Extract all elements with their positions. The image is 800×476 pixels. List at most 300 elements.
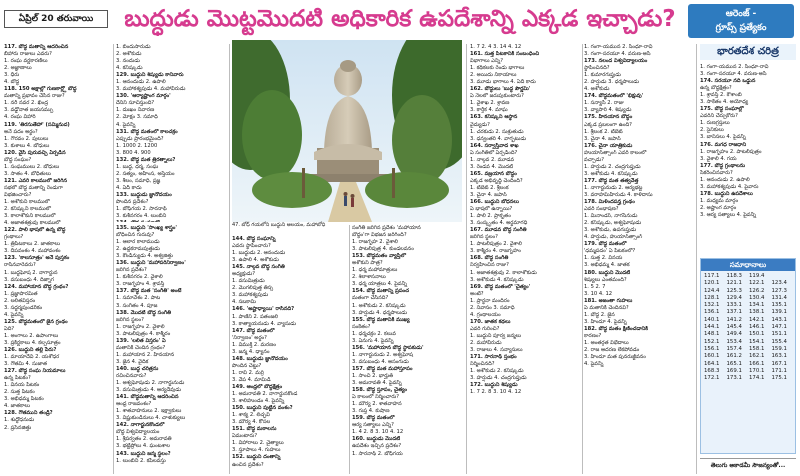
question-line: 2. నివాసం 3. సమాధి — [470, 304, 515, 311]
answer-cell: 147.1 — [771, 324, 787, 331]
question-line: 1. బుద్ధ, ధర్మ, సంఘ — [116, 163, 159, 170]
question-line: 1. ఆనందుడు 2. ఉపాలి — [700, 176, 750, 183]
question-line: 3. సాకేతం 4. అయోధ్య — [700, 99, 749, 106]
question-line: 171. సారనాథ్ స్తంభం — [470, 354, 517, 361]
question-line: 3. దీపవంశం 4. మహావంశం — [4, 248, 61, 255]
question-line: ఆంధ్ర రాజవంశం? — [116, 401, 152, 408]
answer-cell: 169.1 — [726, 367, 742, 374]
question-line: 174. సరయూ నది ఒడ్డున — [700, 78, 756, 85]
question-line: 1. రుణగ్రస్తులు — [700, 120, 730, 127]
question-line: 181. అజంతా గుహలు — [584, 297, 633, 304]
question-line: 2. రాజ ఆదరణ లేకపోవడం — [584, 347, 640, 354]
answers-title: సమాధానాలు — [701, 259, 795, 271]
question-line: 126. బుద్ధుని తల్లి పేరు? — [4, 347, 57, 354]
question-line: రచించినవారు? — [116, 372, 147, 379]
answer-cell: 156.1 — [704, 345, 720, 352]
answer-cell: 163.1 — [771, 353, 787, 360]
question-line: 2. మోక్షం 3. సమాధి — [116, 114, 158, 121]
question-line: 1. రాజగృహ 2. వైశాలి — [352, 239, 398, 246]
answer-cell: 135.1 — [771, 302, 787, 309]
question-line: 3. వడ్డోనాత జయసమ్పు — [4, 107, 54, 114]
answer-cell: 134.1 — [749, 302, 765, 309]
answer-cell: 144.1 — [704, 324, 720, 331]
question-line: శిష్యులు ఎంతమంది? — [584, 276, 627, 283]
question-line: 1. వైశాఖ 2. శ్రావణ — [470, 100, 510, 107]
question-line: బీహారు రాజులు ఎవరు? — [4, 51, 52, 58]
question-line: 1. 1000 2. 1200 — [116, 142, 158, 149]
question-line: 166. బుద్ధుని బోధనలు — [470, 199, 519, 206]
question-line: 2. కనిష్కుడు, అశ్వఘోషుడు — [584, 220, 642, 227]
question-line: 3. ఆర్య సత్యాలు 4. పైవన్నీ — [700, 211, 757, 218]
question-line: 1. ప్రార్థనా మందిరం — [470, 297, 510, 304]
question-line: 3. ఏనుగు 4. పైవన్నీ — [352, 337, 394, 344]
answer-cell: 136.1 — [704, 309, 720, 316]
question-line: 123. 'కాలసూత్రం' అనే పుస్తకం — [4, 255, 70, 262]
question-line: 3. గంగా-సరయూ 4. వరుణ-అసి — [700, 71, 767, 78]
question-line: 153. బౌద్ధమతం వ్యాప్తిలో — [352, 253, 406, 260]
answer-cell: 149.4 — [726, 331, 742, 338]
question-line: 3. మూడు భాగాలు 4. ఏదీ కాదు — [470, 79, 536, 86]
question-line: 3. గౌతమి 4. సుజాత — [4, 361, 48, 368]
question-line: 161. సుత్త పిటకానికి సంబంధించి — [470, 51, 540, 58]
question-line: 1. ఆలార కాలాముడు — [116, 239, 160, 246]
question-line: 1. బౌద్ధ 2. జైన — [584, 311, 615, 318]
answer-cell: 171.1 — [771, 367, 787, 374]
answer-cell: 153.4 — [726, 338, 742, 345]
question-line: 1. త్రిపిటకాలు 2. జాతకాలు — [4, 241, 60, 248]
answer-cell: 146.1 — [749, 324, 765, 331]
question-line: 4. అశోకుడు — [584, 86, 610, 93]
question-line: 1. ధర్మచక్రం 2. కలువ — [352, 330, 396, 337]
question-line: 3. గుప్త 4. కుషాణ — [352, 408, 390, 415]
question-line: రాసినవారెవరు? — [4, 262, 36, 269]
question-line: 3. పాటలీపుత్రం 4. కాశ్మీరం — [116, 330, 171, 337]
answer-cell: 166.1 — [749, 360, 765, 367]
question-column-6 — [584, 44, 694, 474]
question-line: 177. బౌద్ధ మత తత్వవేత్త — [584, 177, 639, 184]
question-line: 1. రంఘ వర్ణకారణిలు — [4, 58, 48, 65]
question-line: ఉంచిన ప్రదేశం? — [232, 461, 264, 468]
question-line: 2. కనిష్కుని కాలములో — [4, 206, 51, 213]
question-line: 1. 7 2. 4 3. 14 4. 12 — [470, 44, 522, 50]
answer-cell: 160.1 — [704, 353, 720, 360]
answer-cell: 119.4 — [749, 273, 765, 279]
question-line: 139. 'లలిత విస్తరం' ఏ — [116, 337, 166, 344]
question-line: 3. వరాహమిహిరుడు 4. కాళిదాసు — [584, 191, 653, 198]
question-line: 2. సైనికులు — [700, 127, 724, 134]
photo-caption: 47. బోధ్‌ గయలోని బుద్ధుని ఆలయం, మహాబోధి — [232, 222, 326, 228]
question-line: నిర్మించినది? — [470, 361, 495, 368]
answer-cell: 165.1 — [726, 360, 742, 367]
answer-cell: 148.1 — [704, 331, 720, 338]
question-line: 3. వసుమిత్రుడు 4. ఆర్యదేవుడు — [116, 387, 181, 394]
question-line: 3. కాశ్మీరం 4. రాజగృహం — [470, 248, 521, 255]
question-line: 4. సబకామి — [232, 299, 256, 306]
buddha-statue-photo — [232, 40, 462, 222]
question-line: 3. శాలిహుండం 4. పైవన్నీ — [232, 398, 285, 405]
question-line: బోధించిన గురువు? — [116, 232, 155, 239]
question-line: 1. విహారాలు 2. చైత్యాలు — [232, 440, 284, 447]
question-column-3 — [232, 236, 348, 474]
question-line: 3. నందుడు — [116, 58, 140, 65]
question-line: 3. మహాకశ్యపుడు 4. మహావీరుడు — [116, 86, 186, 93]
question-line: 147. బౌద్ధ మతంలో — [232, 327, 275, 334]
question-line: 'నిర్వాణం' అర్థం? — [232, 334, 267, 341]
question-line: 2. అజ్ఞాణాలు — [4, 65, 32, 72]
question-line: 4. పైవన్నీ — [4, 311, 24, 318]
question-line: 3. కాలాశోకుని కాలములో — [4, 213, 56, 220]
answer-cell: 173.1 — [726, 375, 742, 382]
question-line: 4. పైవన్నీ — [116, 121, 136, 128]
question-line: 1. టిబెట్ 2. శ్రీలంక — [470, 184, 509, 191]
question-line: బౌద్ధ సంఘం? — [4, 156, 32, 163]
question-column-1 — [4, 44, 112, 474]
question-line: 146. 'అష్టాధ్యాయి' రాసినది? — [232, 306, 295, 313]
question-line: 4. హర్షుడు, హుయాన్‌త్సాంగ్ — [584, 234, 643, 241]
question-line: 1. శ్రీపర్వతం 2. అమరావతి — [116, 436, 172, 443]
question-line: 3. అశోకుడు 4. కనిష్కుడు — [584, 170, 638, 177]
question-column-4 — [352, 225, 464, 474]
question-line: 3. సంగీతం 4. పూజ — [116, 302, 158, 309]
question-line: ఎవరు స్థాపించారు? — [232, 243, 271, 250]
question-line: 1. రాజగృహం 2. వైశాలి — [116, 323, 165, 330]
question-line: 170. జాతక కథలు — [470, 318, 511, 325]
question-line: 3. సద్ధర్మపుండరీకం — [4, 304, 43, 311]
question-line: 1. నాల్గవ 2. మూడవ — [470, 156, 515, 163]
question-line: విభజించారు? — [4, 191, 32, 198]
date-label: ఏప్రిల్ 20 తరువాయి — [4, 10, 108, 28]
question-line: 175. హీనయాన బౌద్ధం — [584, 114, 633, 121]
answer-cell: 124.4 — [704, 287, 720, 294]
column-divider — [349, 225, 350, 474]
question-line: 1. శుద్ధోధనుడు — [4, 417, 35, 424]
question-line: 3. కాత్యాయనుడు 4. వ్యాసుడు — [232, 320, 297, 327]
answer-cell: 129.4 — [726, 294, 742, 301]
question-line: 122. పాలి భాషలో ఉన్న బౌద్ధ — [4, 227, 66, 234]
question-line: ఎవరి సంభాషణ? — [584, 206, 619, 213]
question-line: 2. ప్రసేనజిత్తు — [4, 424, 32, 431]
answer-cell: 123.4 — [771, 280, 787, 287]
question-line: 3. రాజులు 4. సన్యాసులు — [470, 347, 523, 354]
question-line: 1. బుద్ధుడు 2. ఆనందుడు — [232, 250, 286, 257]
question-line: సేకరించినవారు? — [700, 169, 733, 176]
answer-cell: 172.1 — [704, 375, 720, 382]
question-line: 174. బౌద్ధమతంలో 'భిక్షువు' — [584, 93, 644, 100]
question-line: 3. స్తూపాలు 4. గుహలు — [232, 447, 281, 454]
question-line: 143. బుద్ధుని జన్మ స్థలం? — [116, 450, 171, 457]
question-line: 3. ధన్వంతరి 4. వాగ్భటుడు — [470, 135, 527, 142]
answer-cell: 170.1 — [749, 367, 765, 374]
question-line: ఏ కాలంలో నిర్మించారు? — [352, 394, 399, 401]
question-column-5 — [470, 44, 582, 474]
question-line: 119. 'తిరసుతేహా' (సమ్మినుద) — [4, 121, 70, 128]
question-line: 3. 10 4. 12 — [584, 290, 613, 297]
question-line: 1. కుమారగుప్తుడు — [584, 72, 621, 79]
question-line: వచ్చాడు? — [584, 156, 605, 163]
question-line: 1. శాతవాహనులు 2. ఇక్ష్వాకులు — [116, 408, 182, 415]
question-line: 1. సన్యాసి 2. రాజు — [584, 100, 624, 107]
answer-cell: 118.3 — [726, 273, 742, 279]
question-line: 2. హర్షుడు 3. ధర్మపాలుడు — [584, 79, 640, 86]
question-line: 1. శ్రావస్తి 2. కౌశాంబి — [700, 92, 742, 99]
answer-cell: 117.1 — [704, 273, 720, 279]
answer-cell: 140.1 — [704, 316, 720, 323]
question-line: 3. జైన 4. వైదిక — [116, 358, 149, 365]
question-line: 128. గౌతముని తండ్రి? — [4, 410, 53, 417]
question-line: 180. బుద్ధుని మొదటి — [584, 269, 631, 276]
question-line: పొందిన చెట్టు? — [232, 362, 262, 369]
series-tag — [688, 4, 794, 38]
footer-credit: తెలుగు అకాడమీ సౌజన్యంతో... — [700, 458, 796, 472]
question-line: 3. వేప 4. మామిడి — [232, 376, 271, 383]
question-line: 3. అశోకుడు 4. కనిష్కుడు — [470, 276, 524, 283]
question-line: జరిగిన ప్రదేశం? — [116, 267, 147, 274]
question-line: 1. 5 2. 7 — [584, 283, 606, 290]
question-line: 4. ఏదీ కాదు — [116, 184, 142, 191]
question-line: ఎవరిని చేర్చుకోరు? — [700, 113, 738, 120]
question-line: 3. సంస్కృతం 4. అర్థమాగధి — [470, 220, 528, 227]
answer-cell: 159.1 — [771, 345, 787, 352]
question-line: 3. హిందూ మత పునరుజ్జీవనం — [584, 354, 646, 361]
question-line: 3. వ్యాపారి 4. శిష్యుడు — [584, 107, 632, 114]
question-line: 168. బౌద్ధ సంగీతి — [470, 255, 509, 262]
answer-cell: 162.1 — [749, 353, 765, 360]
question-line: 1. బోధ్‌గయ 2. సారనాథ్ — [116, 206, 167, 213]
question-line: 152. బుద్ధుని దంతాన్ని — [232, 454, 281, 461]
question-line: 1. నాగార్జునుడు 2. ఆర్యభట్ట — [584, 184, 643, 191]
question-line: 138. మొదటి బౌద్ధ సంగీతి — [116, 309, 172, 316]
question-line: 1. 4 2. 8 3. 10 4. 12 — [352, 429, 404, 436]
question-line: 2. మహావీరుడు — [470, 339, 502, 346]
question-line: 132. బౌద్ధ మత త్రిరత్నాలు? — [116, 156, 176, 163]
answer-cell: 157.4 — [726, 345, 742, 352]
question-line: 1. రావి 2. మర్రి — [232, 369, 264, 376]
question-line: 1. అమరావతి 2. నాగార్జునకొండ — [232, 391, 298, 398]
question-line: ఏ సంగీతిలో ఏర్పడింది? — [470, 149, 518, 156]
answer-cell: 142.1 — [749, 316, 765, 323]
question-line: 3. విష్ణుకుండినులు 4. చాళుక్యులు — [116, 415, 186, 422]
question-line: 'ధమ్మపదం' ఏ పిటకంలో? — [584, 248, 636, 255]
question-line: 3. ఉపాలి 4. అశోకుడు — [232, 257, 279, 264]
question-line: అనే పదం అర్థం? — [4, 128, 38, 135]
answer-cell: 126.2 — [749, 287, 765, 294]
answer-cell: 161.2 — [726, 353, 742, 360]
answer-cell: 174.1 — [749, 375, 765, 382]
question-line: ఉన్న పిటకం? — [4, 375, 31, 382]
question-line: 1. పాణిని 2. పతంజలి — [232, 313, 279, 320]
buddha-statue-illustration — [232, 40, 462, 222]
answer-cell: 150.1 — [749, 331, 765, 338]
question-line: 175. బౌద్ధ సంఘాల్లో — [700, 106, 744, 113]
question-line: 144. బౌద్ధ సంఘాన్ని — [232, 236, 276, 242]
question-line: స్థాపించినది? — [584, 65, 610, 72]
question-line: గ్రంథాలు? — [4, 234, 24, 241]
question-line: 4. గ్రంథాలయం — [470, 311, 501, 318]
question-line: 3. ధర్మ యాత్రలు 4. పైవన్నీ — [352, 281, 408, 288]
question-line: 177. బౌద్ధ గ్రంథాలను — [700, 162, 746, 169]
question-line: 121. ఎవరి కాలములో జరిగిన — [4, 177, 68, 184]
question-line: ఏ భాషలో ఉన్నాయి? — [470, 206, 513, 213]
question-line: 120. వైసి పురువచ్చి ఏర్పడిన — [4, 149, 66, 156]
question-line: హుయాన్‌త్సాంగ్ ఎవరి కాలంలో — [584, 149, 647, 156]
question-line: ఏ మతానికి చెందినవి? — [584, 304, 629, 311]
question-line: 2. ఉద్దకరామపుత్తుడు — [116, 246, 160, 253]
question-line: 1. గంగా-యమున 2. సింధూ-రావి — [700, 64, 769, 70]
answer-cell: 138.1 — [749, 309, 765, 316]
question-line: వైద్యుడు? — [470, 121, 490, 128]
question-line: 3. కౌండిన్యుడు 4. అశ్వజిత్తు — [116, 253, 173, 260]
question-line: 176. మగధ రాజధాని — [700, 141, 747, 148]
column-divider — [466, 44, 467, 474]
question-line: 3. హర్షుడు 4. చంద్రగుప్తుడు — [470, 375, 527, 382]
question-line: 142. నాగార్జునకొండలో — [116, 422, 165, 429]
question-line: 1. అశోకుడు 2. కనిష్కుడు — [352, 302, 406, 309]
question-line: 1. మినాండర్, నాగసేనుడు — [584, 213, 638, 220]
answer-cell: 145.4 — [726, 324, 742, 331]
answer-cell: 121.1 — [726, 280, 742, 287]
question-line: 3. హర్షుడు 4. ధర్మపాలుడు — [352, 309, 408, 316]
question-line: మతానికి చెందిన గ్రంథం? — [116, 344, 166, 351]
answer-cell: 131.4 — [771, 294, 787, 301]
question-line: 136. బుద్ధుని 'మహాపరినిర్వాణం' — [116, 260, 186, 267]
question-line: 2. మొగలిపుత్త తిస్స — [232, 285, 274, 292]
question-line: 4. జాతకాలు — [4, 403, 31, 410]
question-line: 167. మూడవ బౌద్ధ సంగీతి — [470, 227, 527, 234]
question-line: పొందిన ప్రదేశం? — [116, 199, 149, 206]
question-line: 1. అశ్వఘోషుడు 2. నాగార్జునుడు — [116, 380, 185, 387]
series-tag-line1: ఆరెంజ్ - — [725, 9, 757, 19]
answer-cell: 154.1 — [749, 338, 765, 345]
answer-cell: 155.4 — [771, 338, 787, 345]
question-line: 3. మహాకశ్యపుడు — [232, 292, 269, 299]
headline: బుద్ధుడు మొట్టమొదటి అధికారిక ఉపదేశాన్ని ఎక్కడ ఇచ్చాడు? — [124, 6, 676, 32]
question-line: 1. నాగార్జునుడు 2. అశ్వఘోష — [352, 351, 413, 358]
question-line: 179. బౌద్ధ మతంలో — [584, 241, 627, 248]
question-line: 127. బౌద్ధ సంఘ నియమాలు — [4, 368, 66, 375]
question-line: 1. అంగాలు 2. ఉపాంగాలు — [4, 332, 59, 339]
question-line: ఎక్కడ అభివృద్ధి చెందింది? — [470, 177, 523, 184]
question-line: దేనిని సూచిస్తుంది? — [116, 100, 155, 107]
question-line: 172. బుద్ధుని శిష్యుడు — [470, 382, 518, 389]
question-line: మతాన్ని ప్రభావం చేసిన రాజు? — [4, 93, 65, 100]
question-line: సంగీతి జరిగిన ప్రదేశం 'మహాయాన — [352, 225, 421, 231]
question-line: 1. బుద్ధుని పూర్వ జన్మలు — [470, 332, 522, 339]
question-line: 3. శీలం, సమాధి, ప్రజ్ఞ — [116, 177, 161, 184]
answer-cell: 167.1 — [771, 360, 787, 367]
answer-cell: 133.1 — [726, 302, 742, 309]
question-line: 3. రెండవ 4. మొదటి — [470, 163, 514, 170]
answer-cell: 143.1 — [771, 316, 787, 323]
question-line: 1. గంగా-యమున 2. సింధూ-రావి — [584, 44, 653, 50]
answer-cell: 122.1 — [749, 280, 765, 287]
answer-cell — [772, 273, 793, 280]
question-line: 1. ఆనందుడు 2. ఉపాలి — [116, 79, 166, 86]
question-line: 133. బుద్ధుడు జ్ఞానోదయం — [116, 191, 172, 198]
question-line: 124. మహాయాన బౌద్ధ గ్రంథం? — [4, 283, 69, 290]
question-line: 4. కనిష్కుడు — [116, 65, 143, 72]
question-line: 1. ప్రజ్ఞాపారమిత — [4, 290, 38, 297]
question-line: 3. 800 4. 900 — [116, 149, 151, 156]
question-line: 1. శ్రీలంక 2. టిబెట్ — [584, 128, 623, 135]
question-line: 162. బౌద్ధులు 'బుద్ధ పౌర్ణమి' — [470, 86, 531, 93]
question-line: 3. కుశీనగరం 4. లుంబిని — [116, 213, 167, 220]
question-line: మతంగా చేసినది? — [352, 295, 389, 302]
answer-cell: 151.1 — [771, 331, 787, 338]
answer-cell: 152.1 — [704, 338, 720, 345]
question-line: 3. ప్రకీర్ణకాలు 4. కల్పసూత్రం — [4, 339, 61, 346]
question-line: 1. ధర్మ మహామాత్రులు — [352, 267, 398, 274]
question-line: నిర్వహించిన రాజు? — [470, 262, 509, 269]
question-line: 149. ఆంధ్రలో బౌద్ధక్షేత్రం — [232, 383, 283, 390]
question-line: 141. బౌద్ధమతాన్ని ఆదరించిన — [116, 394, 179, 401]
question-line: 1. పాలి 2. ప్రాకృతం — [470, 213, 511, 220]
question-line: 3. అభిధమ్మ పిటకం — [4, 396, 44, 403]
question-line: 1. సంఘములు 2. బోధులు — [4, 163, 60, 170]
question-line: 3. బానిసలు 4. పైవన్నీ — [700, 134, 746, 141]
question-line: 3. వసుబంధు 4. దిఙ్నాగ — [4, 276, 54, 283]
question-line: 178. బుద్ధుని ఉపదేశాలు — [700, 190, 753, 197]
question-line: 140. బుద్ధ చరిత్రను — [116, 365, 159, 372]
question-line: అంటే? — [470, 290, 484, 297]
question-line: 150. బుద్ధుని పుట్టిన వంశం? — [232, 405, 293, 412]
question-line: 2. శిలాశాసనాలు — [352, 274, 386, 281]
question-line: 160. బుద్ధుడు మొదటి — [352, 436, 401, 443]
question-line: 1. అంతర్గత విభేదాలు — [584, 339, 629, 346]
question-line: జరిగిన స్థలం? — [116, 316, 144, 323]
question-line: 2. లలితవిస్తరం — [4, 297, 36, 304]
question-line: 2. అష్టాంగ మార్గం — [700, 204, 737, 211]
question-line: 2. అశోకుడు — [116, 51, 142, 58]
question-line: 4. రంఘ విహారి — [4, 114, 36, 121]
question-line: 1. గౌరవం 2. పులులు — [4, 135, 49, 142]
question-line: 1. చరకుడు 2. సుశ్రుతుడు — [470, 128, 524, 135]
question-line: 1. లుంబిని 2. కపిలవస్తు — [116, 457, 166, 464]
question-column-7 — [700, 64, 796, 254]
question-line: 2. సుత్త పిటకం — [4, 389, 35, 396]
question-line: 3. అశోకుడు, ఉపగుప్తుడు — [584, 227, 637, 234]
question-line: 4. అజాతశత్రువు కాలములో — [4, 220, 61, 227]
question-column-2b — [116, 225, 228, 474]
section-title: భారతదేశ చరిత్ర — [700, 44, 796, 60]
question-line: 4. బొద్ధ — [4, 79, 20, 86]
question-line: 159. బౌద్ధ మతంలో — [352, 415, 395, 422]
question-line: 2. అయిదు నికాయాలు — [470, 72, 517, 79]
question-line: 118. 150 అక్షాల్లో గుణకార్ల్లో బౌద్ధ — [4, 86, 77, 93]
answer-cell: 120.1 — [704, 280, 720, 287]
question-line: జరిగిన స్థలం? — [470, 234, 498, 241]
answers-grid — [701, 271, 795, 384]
question-line: 1. విముక్తి 2. మరణం — [232, 341, 277, 348]
question-line: 1. కథికలకు రెండు భాగాలు — [470, 65, 525, 72]
question-line: సంకేతం? — [352, 323, 371, 330]
question-line: 3. వైశాలి 4. గయ — [700, 155, 737, 162]
answer-cell: 175.1 — [771, 375, 787, 382]
answer-cell: 127.3 — [771, 287, 787, 294]
question-line: అధ్యక్షుడు? — [232, 271, 256, 278]
question-line: 165. వజ్రయాన బౌద్ధం — [470, 170, 517, 177]
answer-cell: 130.4 — [749, 294, 765, 301]
answer-cell: 137.1 — [726, 309, 742, 316]
question-line: 1. 7 2. 8 3. 10 4. 12 — [470, 389, 522, 396]
answer-cell: 164.1 — [704, 360, 720, 367]
question-line: 1. సాంచి 2. భార్హుత్ — [352, 372, 394, 379]
question-line: 151. బౌద్ధ మఠాలను — [232, 426, 277, 433]
series-tag-line2: గ్రూప్స్ ప్రత్యేకం — [715, 23, 767, 33]
question-line: 3. మహాకశ్యపుడు 4. పైవారు — [700, 183, 759, 190]
answers-box — [700, 258, 796, 454]
column-divider — [696, 44, 697, 474]
question-line: 1. మధ్యమ మార్గం — [700, 197, 739, 204]
